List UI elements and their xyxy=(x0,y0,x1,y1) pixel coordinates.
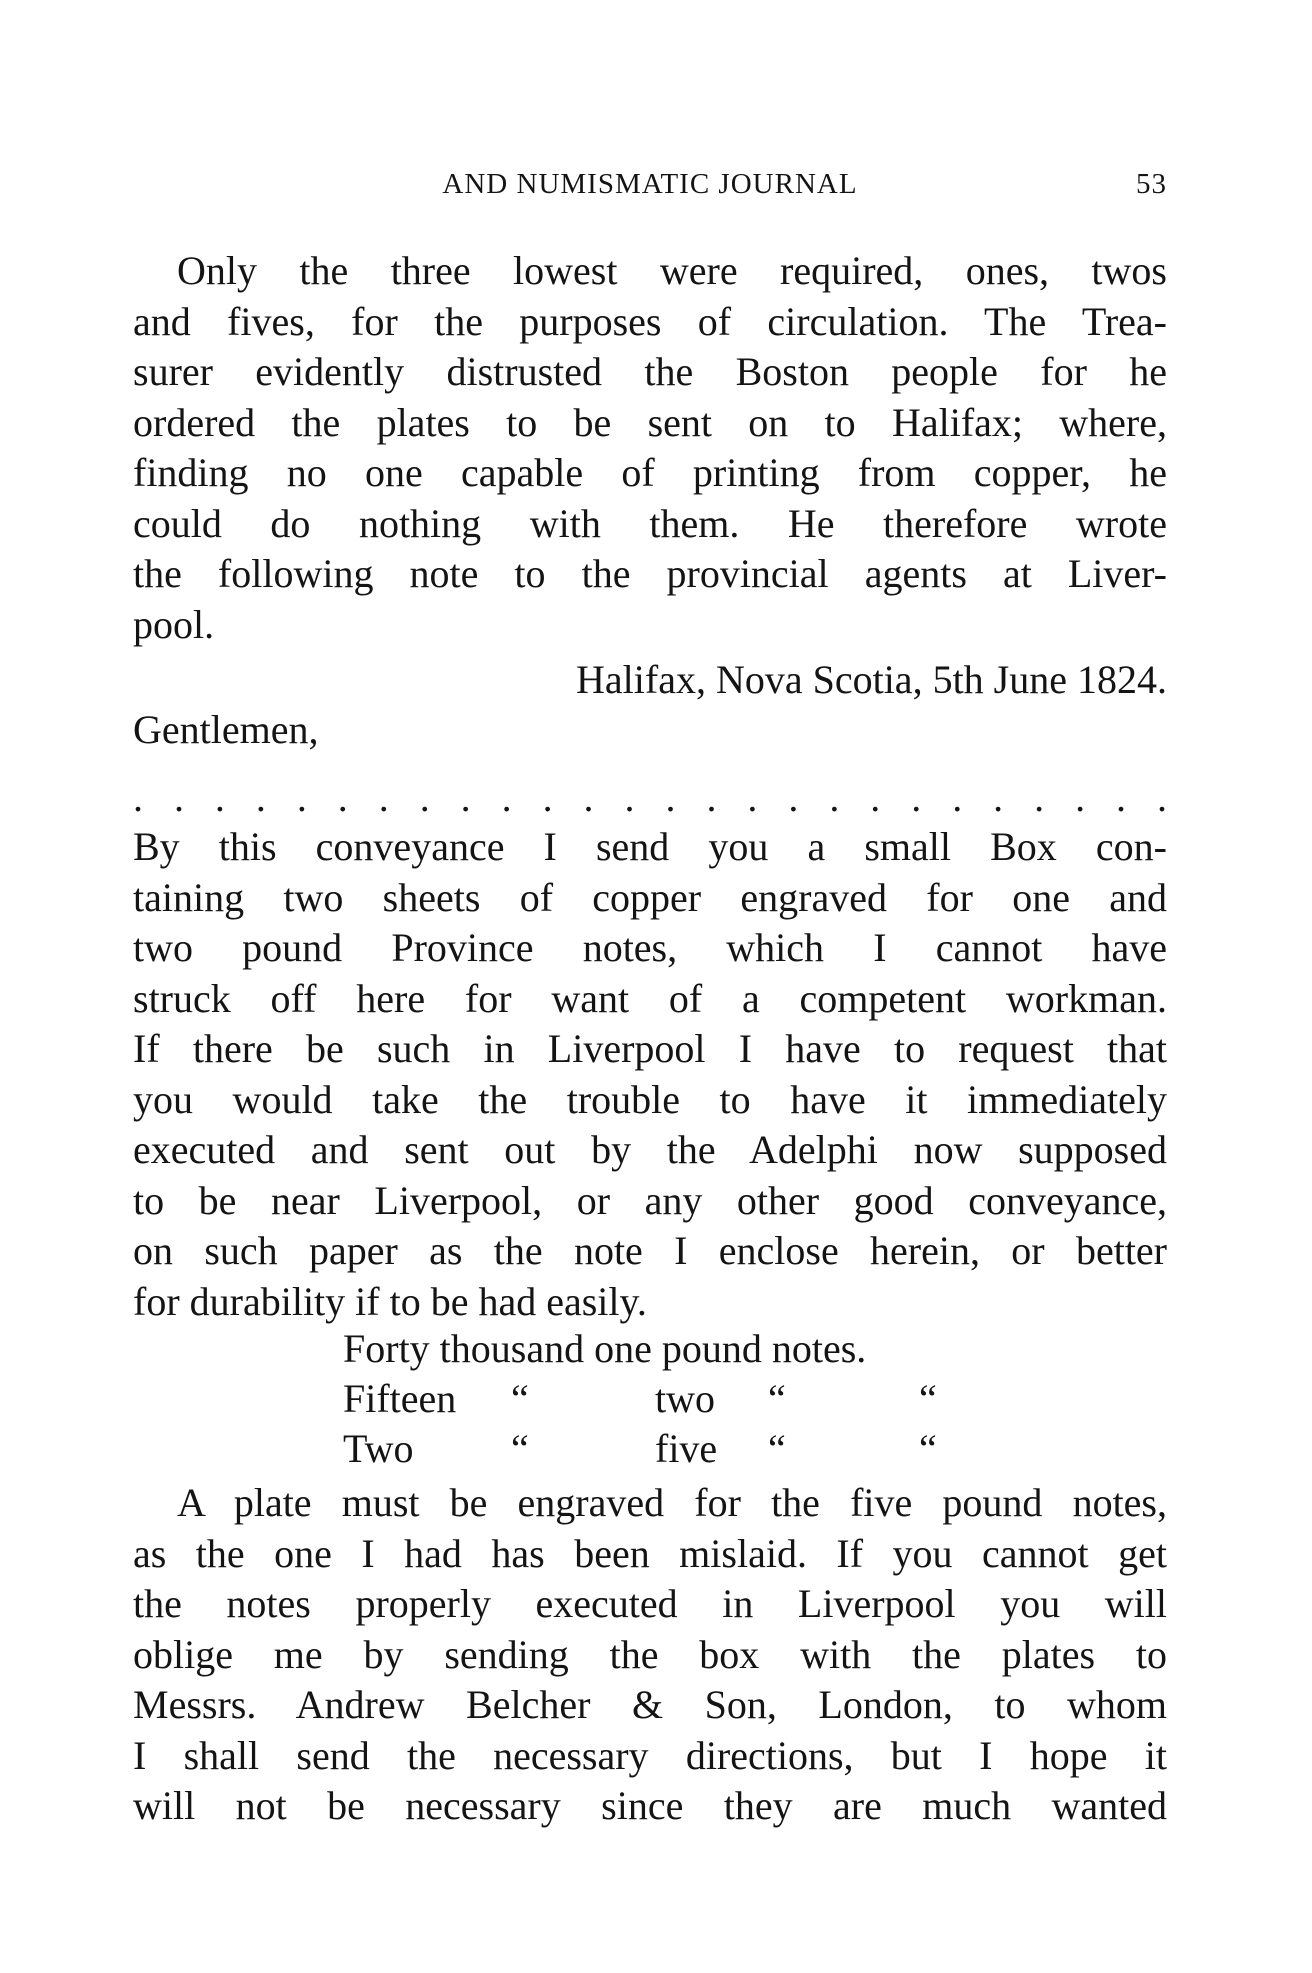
text-line: will not be necessary since they are much wanted xyxy=(133,1783,1167,1828)
journal-title: AND NUMISMATIC JOURNAL xyxy=(442,168,858,200)
text-line: on such paper as the note I enclose herein, or better xyxy=(133,1228,1167,1273)
order-quantity: Two xyxy=(343,1426,414,1471)
text-line: you would take the trouble to have it immediately xyxy=(133,1076,1167,1122)
text-line: two pound Province notes, which I cannot have xyxy=(133,925,1167,970)
text-line: I shall send the necessary directions, but I hope it xyxy=(133,1732,1167,1778)
ditto-mark: “ xyxy=(511,1426,529,1471)
letter-dateline: Halifax, Nova Scotia, 5th June 1824. xyxy=(576,657,1167,702)
text-line: struck off here for want of a competent workman. xyxy=(133,975,1167,1021)
text-line: ordered the plates to be sent on to Halifax; where, xyxy=(133,399,1167,445)
page-number: 53 xyxy=(1136,168,1167,200)
text-line: Only the three lowest were required, ones, twos xyxy=(177,248,1167,293)
ditto-mark: “ xyxy=(919,1376,937,1421)
ditto-mark: “ xyxy=(919,1426,937,1471)
order-denomination: two xyxy=(655,1376,715,1421)
text-line: and fives, for the purposes of circulation. The Trea- xyxy=(133,298,1167,344)
text-line: pool. xyxy=(133,601,215,647)
text-line: for durability if to be had easily. xyxy=(133,1278,647,1324)
order-denomination: five xyxy=(655,1426,718,1471)
text-line: could do nothing with them. He therefore wrote xyxy=(133,500,1167,546)
order-quantity: Fifteen xyxy=(343,1376,457,1421)
text-line: A plate must be engraved for the five pound notes, xyxy=(177,1480,1167,1525)
ditto-mark: “ xyxy=(768,1426,786,1471)
text-line: the following note to the provincial agents at Liver- xyxy=(133,551,1167,596)
text-line: as the one I had has been mislaid. If you cannot get xyxy=(133,1530,1167,1576)
letter-closing xyxy=(133,1478,1167,1832)
omission-dots: . . . . . . . . . . . . . . . . . . . . . . . . . . xyxy=(133,775,1167,820)
order-text: Forty thousand one pound notes. xyxy=(343,1326,867,1371)
text-line: finding no one capable of printing from copper, he xyxy=(133,450,1167,495)
text-line: executed and sent out by the Adelphi now supposed xyxy=(133,1127,1167,1172)
ditto-mark: “ xyxy=(511,1376,529,1421)
running-head xyxy=(133,168,1167,208)
text-line: If there be such in Liverpool I have to request that xyxy=(133,1026,1167,1071)
text-line: surer evidently distrusted the Boston people for he xyxy=(133,349,1167,394)
letter-body xyxy=(133,822,1167,1327)
text-line: the notes properly executed in Liverpool you will xyxy=(133,1581,1167,1626)
text-line: Messrs. Andrew Belcher & Son, London, to whom xyxy=(133,1682,1167,1727)
ditto-mark: “ xyxy=(768,1376,786,1421)
letter-salutation: Gentlemen, xyxy=(133,707,319,752)
text-line: By this conveyance I send you a small Box con- xyxy=(133,824,1167,869)
paragraph-circulation xyxy=(133,246,1167,650)
text-line: to be near Liverpool, or any other good conveyance, xyxy=(133,1177,1167,1223)
text-line: taining two sheets of copper engraved for one and xyxy=(133,874,1167,920)
text-line: oblige me by sending the box with the plates to xyxy=(133,1631,1167,1677)
